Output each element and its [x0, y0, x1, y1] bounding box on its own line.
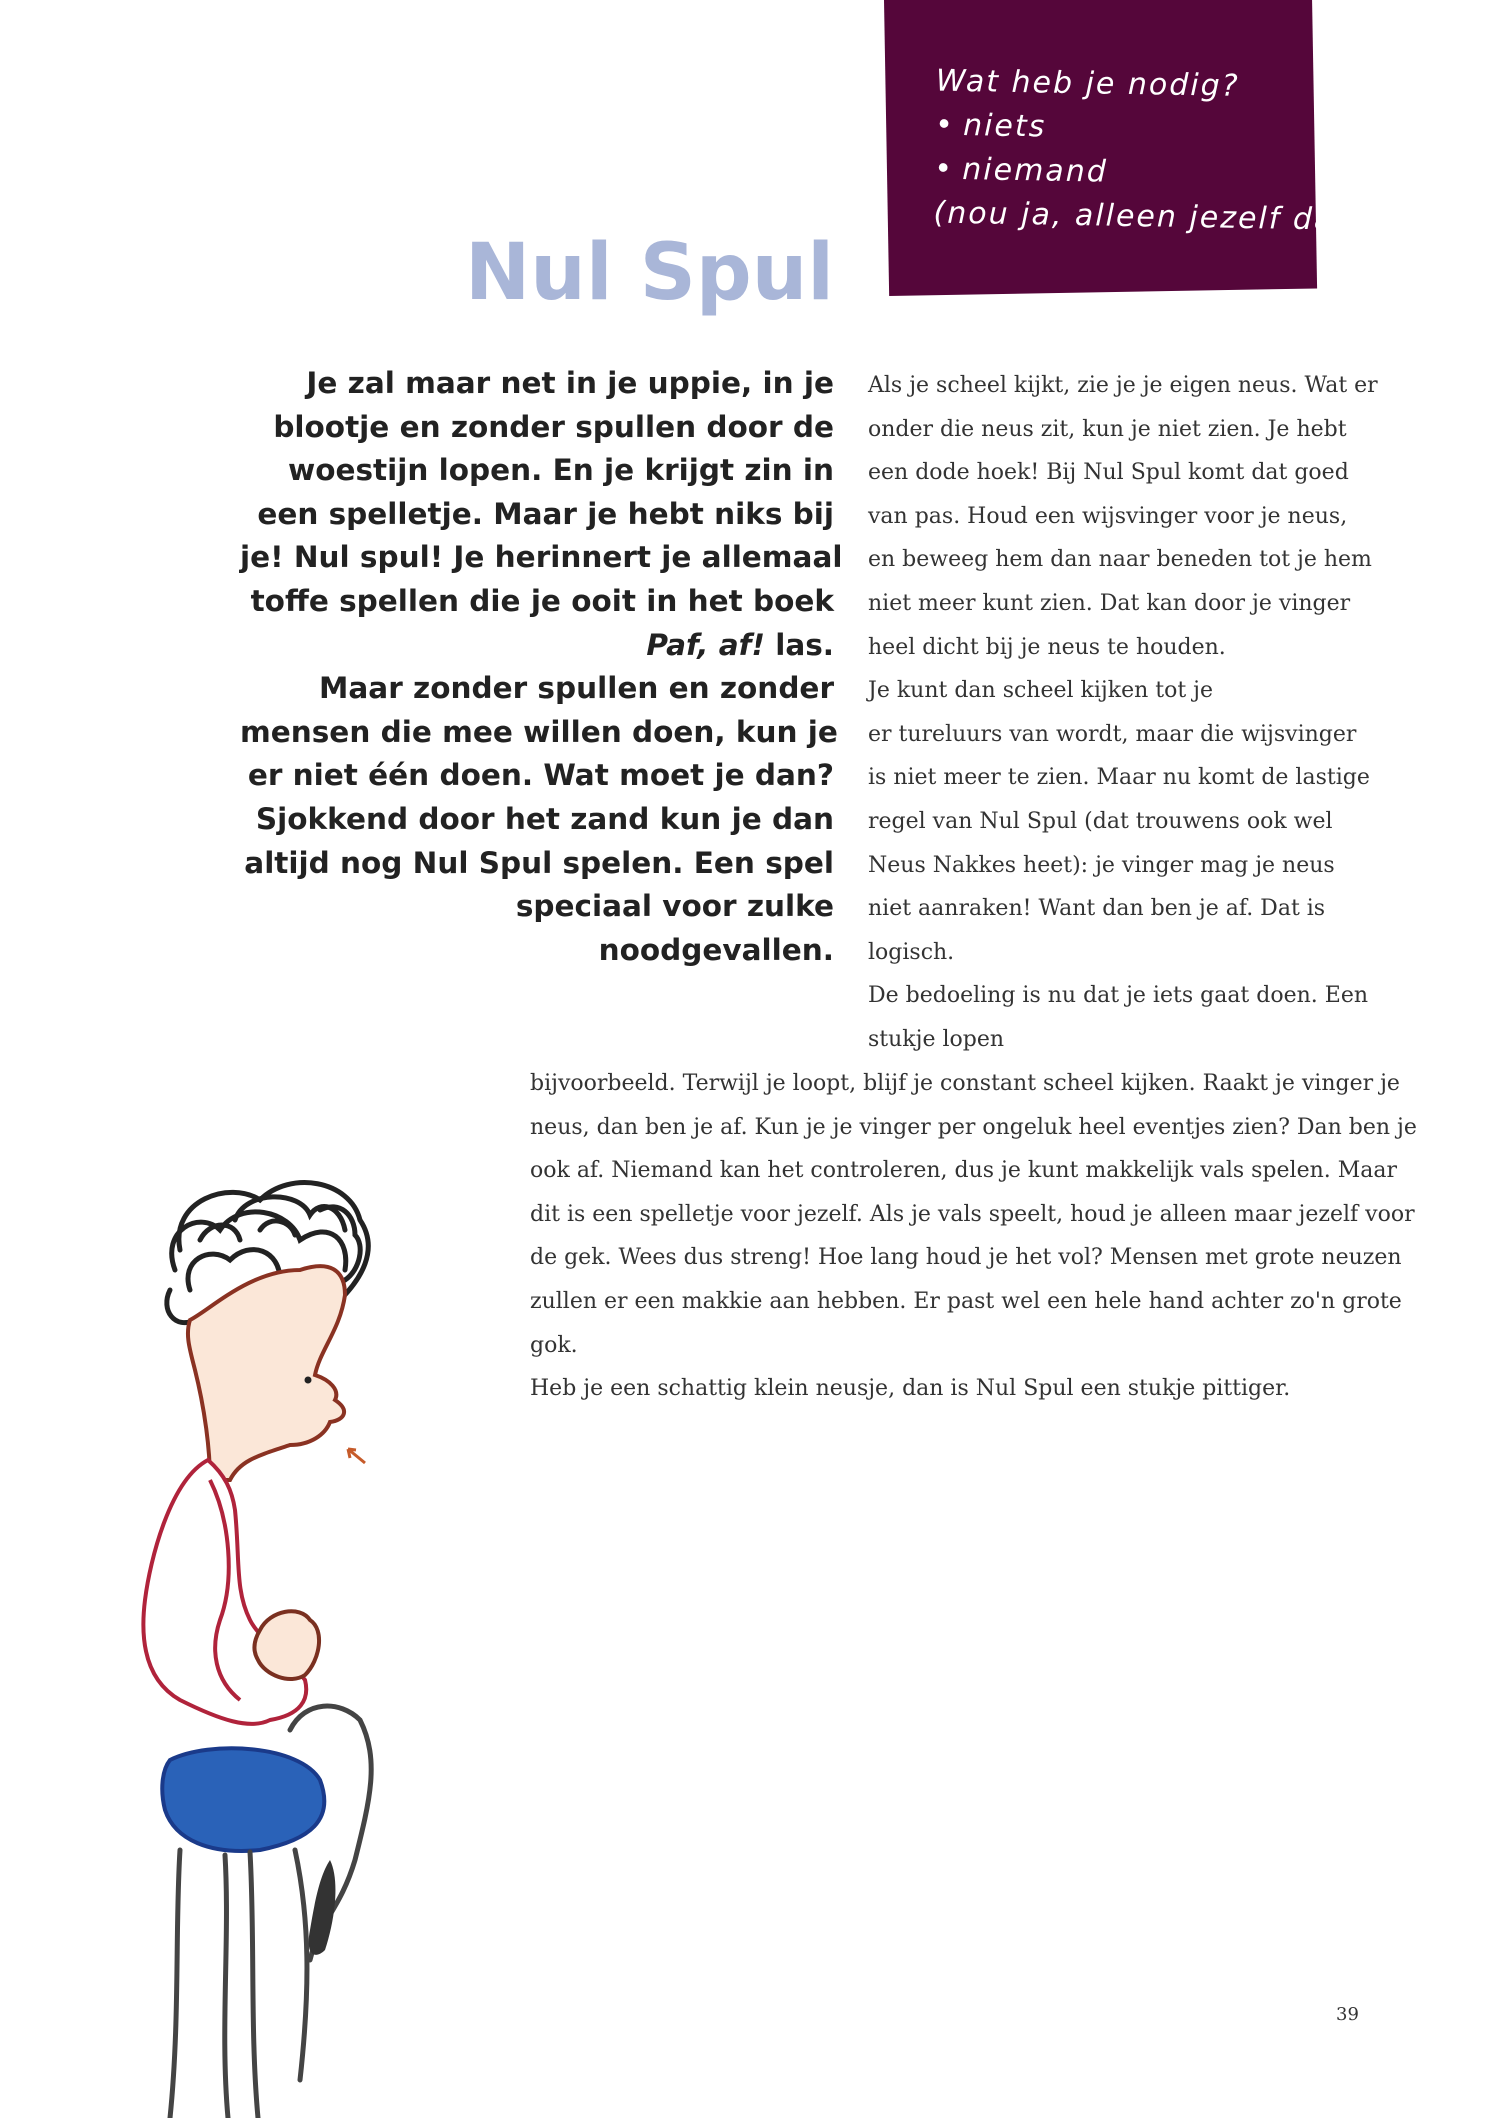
- body-line: Als je scheel kijkt, zie je je eigen neus. Wat er: [868, 373, 1378, 398]
- intro-line: Sjokkend door het zand kun je dan: [255, 801, 834, 836]
- body-line: Je kunt dan scheel kijken tot je: [868, 678, 1214, 704]
- intro-line: woestijn lopen. En je krijgt zin in: [287, 453, 834, 488]
- body-line: Heb je een schattig klein neusje, dan is Nul Spul een stukje pittiger.: [530, 1376, 1291, 1402]
- needs-item: [934, 104, 1371, 155]
- boy-illustration: [140, 1160, 480, 2118]
- body-line: de gek. Wees dus streng! Hoe lang houd je het vol? Mensen met grote neuzen: [530, 1245, 1402, 1271]
- intro-line: je! Nul spul! Je herinnert je allemaal: [240, 540, 843, 575]
- intro-line: [240, 624, 834, 668]
- body-line: dit is een spelletje voor jezelf. Als je vals speelt, houd je alleen maar jezelf voor: [530, 1201, 1415, 1227]
- body-line: is niet meer te zien. Maar nu komt de lastige: [868, 765, 1370, 791]
- body-line: onder die neus zit, kun je niet zien. Je hebt: [868, 416, 1347, 442]
- body-line: stukje lopen: [868, 1026, 1005, 1052]
- intro-line: noodgevallen.: [598, 932, 834, 967]
- needs-note: (nou ja, alleen jezelf dan): [933, 195, 1370, 239]
- intro-line: speciaal voor zulke: [515, 889, 834, 924]
- body-text-wide: [530, 1062, 1417, 1411]
- intro-line: een spelletje. Maar je hebt niks bij: [257, 496, 834, 531]
- intro-line: toffe spellen die je ooit in het boek: [250, 583, 834, 618]
- face: [188, 1266, 345, 1480]
- needs-box: [884, 0, 1370, 296]
- body-text-column: [868, 364, 1378, 1062]
- needs-item: [934, 148, 1370, 199]
- page-title: Nul Spul: [465, 228, 834, 318]
- bullet-icon: •: [934, 151, 955, 187]
- intro-line: Je zal maar net in je uppie, in je: [306, 366, 834, 400]
- body-line: niet aanraken! Want dan ben je af. Dat is: [868, 896, 1326, 922]
- intro-line: Maar zonder spullen en zonder: [319, 671, 834, 706]
- book-suffix: las.: [764, 627, 834, 662]
- body-line: er tureluurs van wordt, maar die wijsvinger: [868, 721, 1357, 747]
- body-line: niet meer kunt zien. Dat kan door je vinger: [868, 590, 1351, 616]
- needs-content: [933, 60, 1372, 244]
- needs-item-label: niemand: [962, 152, 1109, 190]
- body-line: ook af. Niemand kan het controleren, dus je kunt makkelijk vals spelen. Maar: [530, 1158, 1398, 1184]
- body-line: van pas. Houd een wijsvinger voor je neus,: [868, 503, 1348, 529]
- shoe: [309, 1860, 336, 1955]
- needs-heading: Wat heb je nodig?: [935, 63, 1240, 104]
- body-line: bijvoorbeeld. Terwijl je loopt, blijf je constant scheel kijken. Raakt je vinger je: [530, 1071, 1400, 1096]
- hand: [254, 1611, 319, 1679]
- intro-line: mensen die mee willen doen, kun je: [240, 714, 838, 749]
- body-line: neus, dan ben je af. Kun je je vinger per ongeluk heel eventjes zien? Dan ben je: [530, 1114, 1417, 1140]
- intro-line: er niet één doen. Wat moet je dan?: [247, 758, 834, 793]
- arrow-icon: [348, 1449, 365, 1463]
- page-number: 39: [1336, 2004, 1359, 2025]
- eye: [305, 1377, 312, 1384]
- intro-line: altijd nog Nul Spul spelen. Een spel: [244, 845, 834, 880]
- body-line: regel van Nul Spul (dat trouwens ook wel: [868, 808, 1333, 834]
- needs-list: [934, 104, 1371, 199]
- body-line: heel dicht bij je neus te houden.: [868, 634, 1226, 660]
- body-line: gok.: [530, 1332, 578, 1358]
- bullet-icon: •: [934, 107, 956, 143]
- body-line: een dode hoek! Bij Nul Spul komt dat goed: [868, 460, 1349, 486]
- needs-item-label: niets: [962, 108, 1047, 145]
- body-line: en beweeg hem dan naar beneden tot je hem: [868, 547, 1372, 573]
- body-line: logisch.: [868, 939, 955, 965]
- pants: [162, 1748, 324, 1851]
- intro-paragraph: [240, 362, 843, 972]
- book-title: Paf, af!: [646, 627, 765, 662]
- body-line: zullen er een makkie aan hebben. Er past wel een hele hand achter zo'n grote: [530, 1288, 1402, 1314]
- intro-line: blootje en zonder spullen door de: [273, 409, 834, 444]
- body-line: De bedoeling is nu dat je iets gaat doen. Een: [868, 983, 1369, 1009]
- body-line: Neus Nakkes heet): je vinger mag je neus: [868, 852, 1335, 878]
